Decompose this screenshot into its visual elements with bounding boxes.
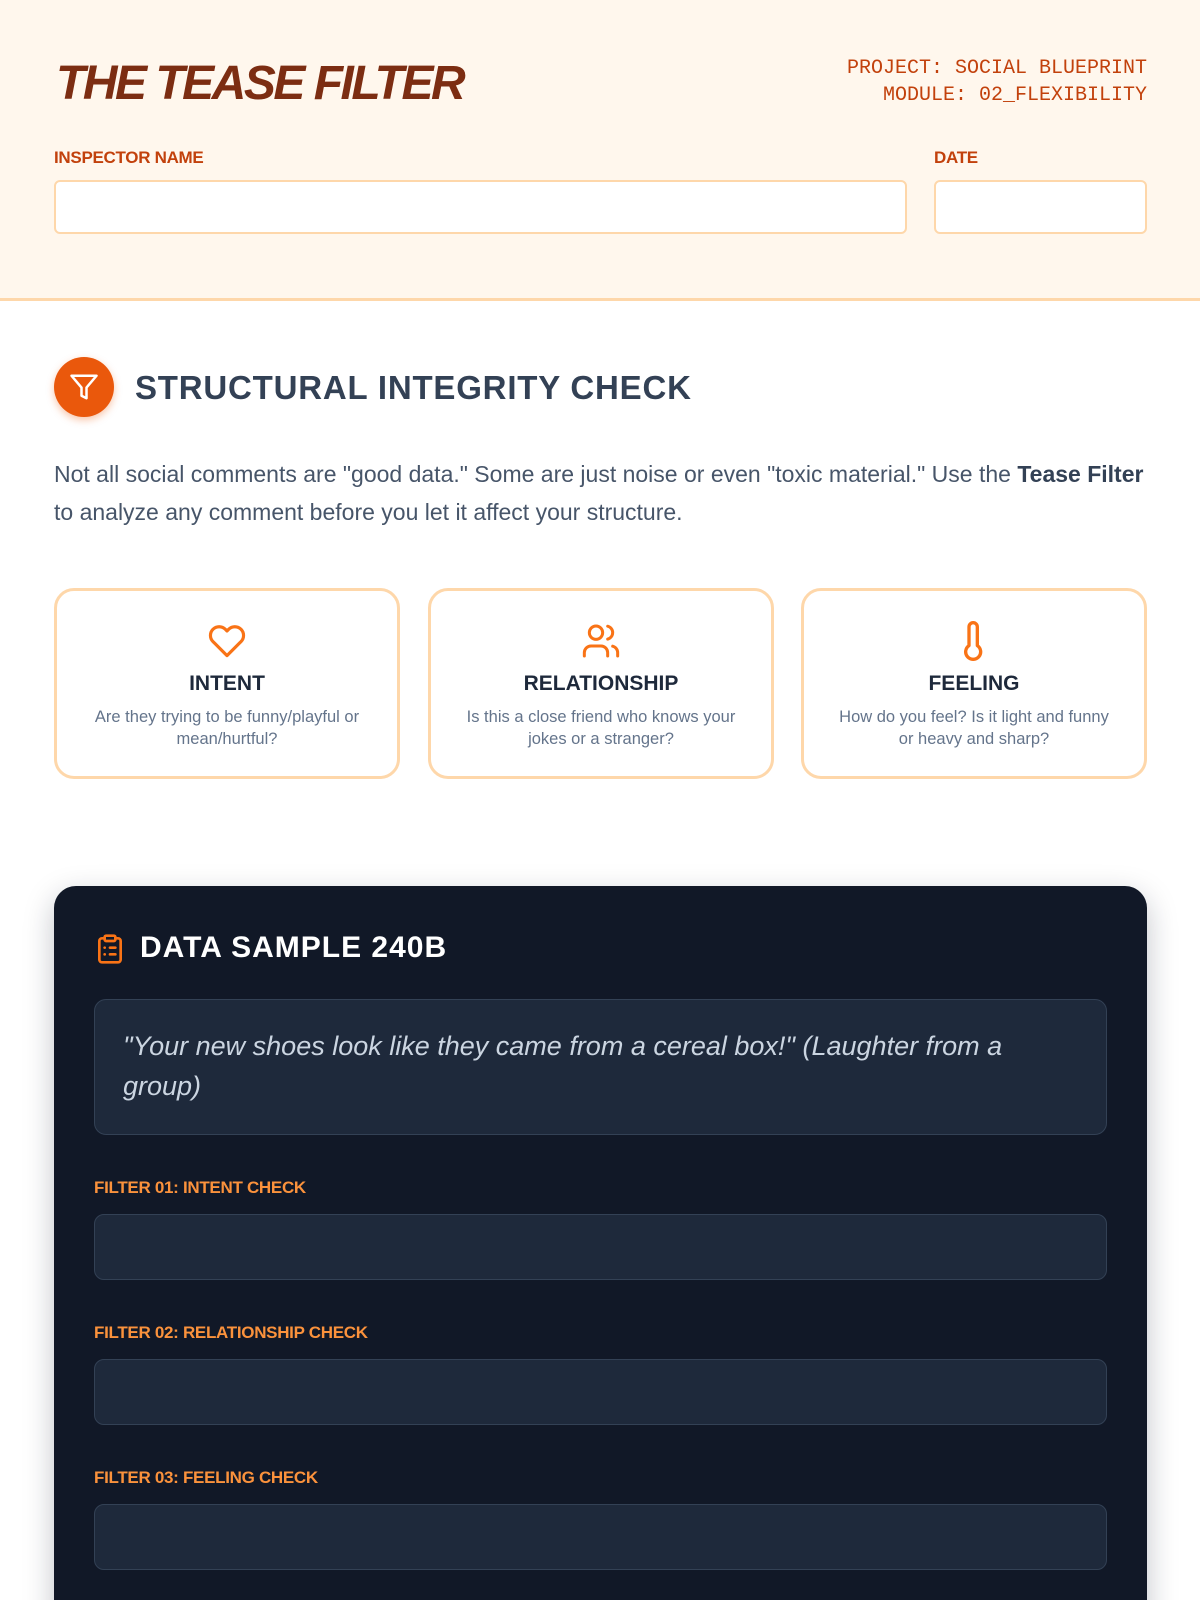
section-title: STRUCTURAL INTEGRITY CHECK: [135, 369, 692, 406]
card-title: RELATIONSHIP: [523, 672, 679, 695]
intro-paragraph: [54, 455, 1154, 531]
card-intent: [54, 588, 400, 779]
thermometer-icon: [954, 621, 994, 661]
sample-quote: "Your new shoes look like they came from a cereal box!" (Laughter from a group): [123, 1031, 1003, 1101]
intro-text-bold: Tease Filter: [1017, 461, 1144, 487]
filter-03-input[interactable]: [94, 1504, 1107, 1570]
date-input[interactable]: [934, 180, 1147, 234]
date-label: DATE: [934, 148, 978, 167]
module-line: MODULE: 02_FLEXIBILITY: [882, 84, 1147, 107]
card-relationship: [428, 588, 774, 779]
page-title: THE TEASE FILTER: [56, 57, 464, 110]
card-description: How do you feel? Is it light and funny or heavy and sharp?: [839, 708, 1109, 748]
data-sample-panel: [54, 886, 1147, 1600]
sample-quote-box: [94, 999, 1107, 1135]
intro-text-end: to analyze any comment before you let it affect your structure.: [54, 499, 683, 525]
card-title: INTENT: [189, 672, 265, 695]
card-title: FEELING: [928, 672, 1020, 695]
project-line: PROJECT: SOCIAL BLUEPRINT: [846, 57, 1147, 80]
card-description: Are they trying to be funny/playful or mean/hurtful?: [94, 708, 360, 748]
filter-02-input[interactable]: [94, 1359, 1107, 1425]
filter-01-input[interactable]: [94, 1214, 1107, 1280]
heart-icon: [207, 621, 247, 661]
users-icon: [581, 621, 621, 661]
worksheet-header: [0, 0, 1200, 301]
filter-01-label: FILTER 01: INTENT CHECK: [94, 1178, 306, 1197]
data-sample-title: DATA SAMPLE 240B: [140, 931, 448, 964]
clipboard-icon: [94, 932, 126, 966]
card-description: Is this a close friend who knows your jokes or a stranger?: [466, 708, 736, 748]
filter-icon: [54, 357, 114, 417]
filter-02-label: FILTER 02: RELATIONSHIP CHECK: [94, 1323, 368, 1342]
inspector-name-label: INSPECTOR NAME: [54, 148, 204, 167]
inspector-name-input[interactable]: [54, 180, 907, 234]
card-feeling: [801, 588, 1147, 779]
intro-text-start: Not all social comments are "good data." Some are just noise or even "toxic material." Use the: [54, 461, 1018, 487]
filter-03-label: FILTER 03: FEELING CHECK: [94, 1468, 318, 1487]
project-meta: [847, 55, 1147, 109]
